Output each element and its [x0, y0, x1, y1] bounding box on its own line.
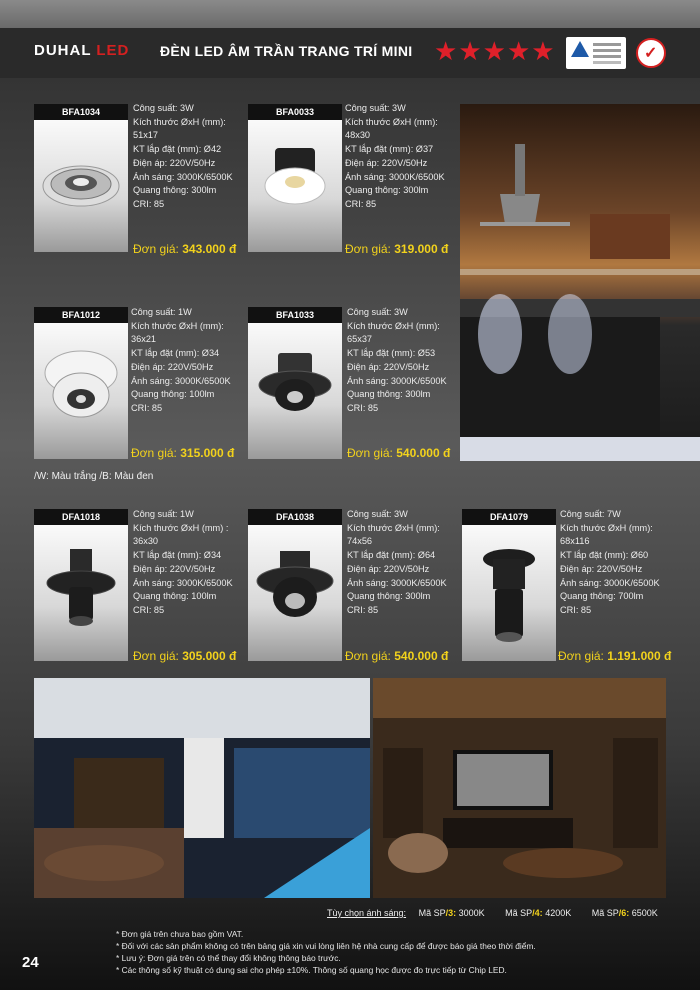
page-number: 24	[22, 954, 39, 971]
kitchen-scene-image	[460, 104, 700, 461]
product-card	[248, 509, 342, 661]
page-header	[0, 28, 700, 78]
product-price: Đơn giá: 1.191.000 đ	[558, 649, 672, 663]
product-card	[248, 104, 342, 252]
downlight-icon	[34, 525, 128, 661]
product-price: Đơn giá: 319.000 đ	[345, 242, 449, 256]
star-icon: ★	[458, 37, 482, 67]
product-code: BFA1033	[248, 307, 342, 323]
product-specs: Công suất: 7W Kích thước ØxH (mm): 68x116 KT lắp đặt (mm): Ø60 Điện áp: 220V/50Hz Ánh sáng: 3000K/6500K Quang thông: 700lm CRI: 85	[560, 509, 660, 615]
living-room-image	[373, 678, 666, 898]
product-image	[248, 323, 342, 459]
product-image	[34, 323, 128, 459]
product-image	[462, 525, 556, 661]
downlight-icon	[462, 525, 556, 661]
downlight-icon	[34, 323, 128, 459]
product-image	[248, 120, 342, 252]
star-icon: ★	[482, 37, 506, 67]
product-specs: Công suất: 3W Kích thước ØxH (mm): 65x37 KT lắp đặt (mm): Ø53 Điện áp: 220V/50Hz Ánh sáng: 3000K/6500K Quang thông: 300lm CRI: 85	[347, 307, 447, 413]
brand-logo: DUHAL LED	[34, 42, 130, 59]
product-specs: Công suất: 3W Kích thước ØxH (mm): 74x56 KT lắp đặt (mm): Ø64 Điện áp: 220V/50Hz Ánh sáng: 3000K/6500K Quang thông: 300lm CRI: 85	[347, 509, 447, 615]
star-icon: ★	[506, 37, 531, 67]
downlight-icon	[248, 525, 342, 661]
color-note: /W: Màu trắng /B: Màu đen	[34, 471, 154, 482]
product-card	[34, 509, 128, 661]
page-title: ĐÈN LED ÂM TRẦN TRANG TRÍ MINI	[160, 43, 413, 59]
star-icon: ★	[531, 37, 555, 67]
rating-stars	[434, 38, 556, 66]
product-price: Đơn giá: 315.000 đ	[131, 446, 235, 460]
product-specs: Công suất: 3W Kích thước ØxH (mm): 48x30 KT lắp đặt (mm): Ø37 Điện áp: 220V/50Hz Ánh sáng: 3000K/6500K Quang thông: 300lm CRI: 85	[345, 103, 445, 209]
product-code: DFA1079	[462, 509, 556, 525]
quality-badge-icon: ✓	[636, 38, 666, 68]
downlight-icon	[248, 323, 342, 459]
product-card	[34, 104, 128, 252]
product-card	[462, 509, 556, 661]
product-card	[248, 307, 342, 459]
product-image	[34, 525, 128, 661]
certification-logo	[566, 37, 626, 69]
top-strip	[0, 0, 700, 28]
star-icon: ★	[434, 37, 458, 67]
product-specs: Công suất: 3W Kích thước ØxH (mm): 51x17 KT lắp đặt (mm): Ø42 Điện áp: 220V/50Hz Ánh sáng: 3000K/6500K Quang thông: 300lm CRI: 85	[133, 103, 233, 209]
product-specs: Công suất: 1W Kích thước ØxH (mm) : 36x30 KT lắp đặt (mm): Ø34 Điện áp: 220V/50Hz Ánh sáng: 3000K/6500K Quang thông: 100lm CRI: 85	[133, 509, 233, 615]
product-price: Đơn giá: 540.000 đ	[345, 649, 449, 663]
downlight-icon	[34, 120, 128, 252]
product-image	[248, 525, 342, 661]
product-code: BFA1034	[34, 104, 128, 120]
product-code: DFA1018	[34, 509, 128, 525]
product-code: BFA1012	[34, 307, 128, 323]
product-price: Đơn giá: 343.000 đ	[133, 242, 237, 256]
product-specs: Công suất: 1W Kích thước ØxH (mm): 36x21 KT lắp đặt (mm): Ø34 Điện áp: 220V/50Hz Ánh sáng: 3000K/6500K Quang thông: 100lm CRI: 85	[131, 307, 231, 413]
downlight-icon	[248, 120, 342, 252]
product-price: Đơn giá: 305.000 đ	[133, 649, 237, 663]
product-price: Đơn giá: 540.000 đ	[347, 446, 451, 460]
product-image	[34, 120, 128, 252]
footnotes: * Đơn giá trên chưa bao gồm VAT. * Đối với các sản phẩm không có trên bảng giá xin vui lòng liên hệ nhà cung cấp để được báo giá theo thời điểm. * Lưu ý: Đơn giá trên có thể thay đổi không thông báo trước. * Các thông số kỹ thuật có dung sai cho phép ±10%. Thông số quang học được đo trực tiếp từ Chip LED.	[116, 929, 536, 975]
light-options: Tùy chọn ánh sáng: Mã SP/3: 3000K Mã SP/4: 4200K Mã SP/6: 6500K	[327, 908, 658, 918]
pool-house-image	[34, 678, 370, 898]
product-code: BFA0033	[248, 104, 342, 120]
product-card	[34, 307, 128, 459]
product-code: DFA1038	[248, 509, 342, 525]
